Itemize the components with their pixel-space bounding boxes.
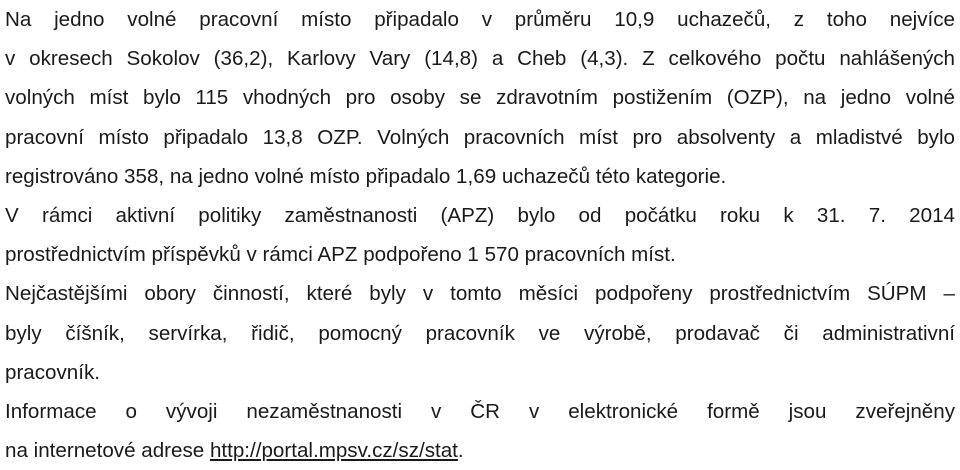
text-line: v okresech Sokolov (36,2), Karlovy Vary (14,8) a Cheb (4,3). Z celkového počtu nahlášených (5, 47, 955, 71)
text-line: byly číšník, servírka, řidič, pomocný pracovník ve výrobě, prodavač či administrativní (5, 321, 955, 345)
text-line: registrováno 358, na jedno volné místo připadalo 1,69 uchazečů této kategorie. (5, 164, 727, 188)
text-line: pracovní místo připadalo 13,8 OZP. Volných pracovních míst pro absolventy a mladistvé bylo (5, 125, 955, 149)
text-line: V rámci aktivní politiky zaměstnanosti (APZ) bylo od počátku roku k 31. 7. 2014 (5, 203, 955, 227)
paragraph-info-link (5, 392, 955, 470)
text-line-with-link (5, 431, 955, 470)
document-body (5, 0, 955, 470)
paragraph-apz (5, 196, 955, 274)
text-line: prostřednictvím příspěvků v rámci APZ podpořeno 1 570 pracovních míst. (5, 243, 676, 267)
text-line: Nejčastějšími obory činností, které byly v tomto měsíci podpořeny prostřednictvím SÚPM – (5, 282, 955, 306)
text-line: Informace o vývoji nezaměstnanosti v ČR v elektronické formě jsou zveřejněny (5, 399, 955, 423)
text-line: pracovník. (5, 360, 101, 384)
paragraph-job-seekers (5, 0, 955, 196)
text-line: Na jedno volné pracovní místo připadalo v průměru 10,9 uchazečů, z toho nejvíce (5, 8, 955, 31)
paragraph-supm-fields (5, 274, 955, 392)
text-line: volných míst bylo 115 vhodných pro osoby se zdravotním postižením (OZP), na jedno volné (5, 86, 955, 110)
link-prefix-text: na internetové adrese (5, 439, 210, 463)
link-suffix-text: . (457, 439, 464, 463)
statistics-portal-link[interactable]: http://portal.mpsv.cz/sz/stat (209, 439, 458, 463)
